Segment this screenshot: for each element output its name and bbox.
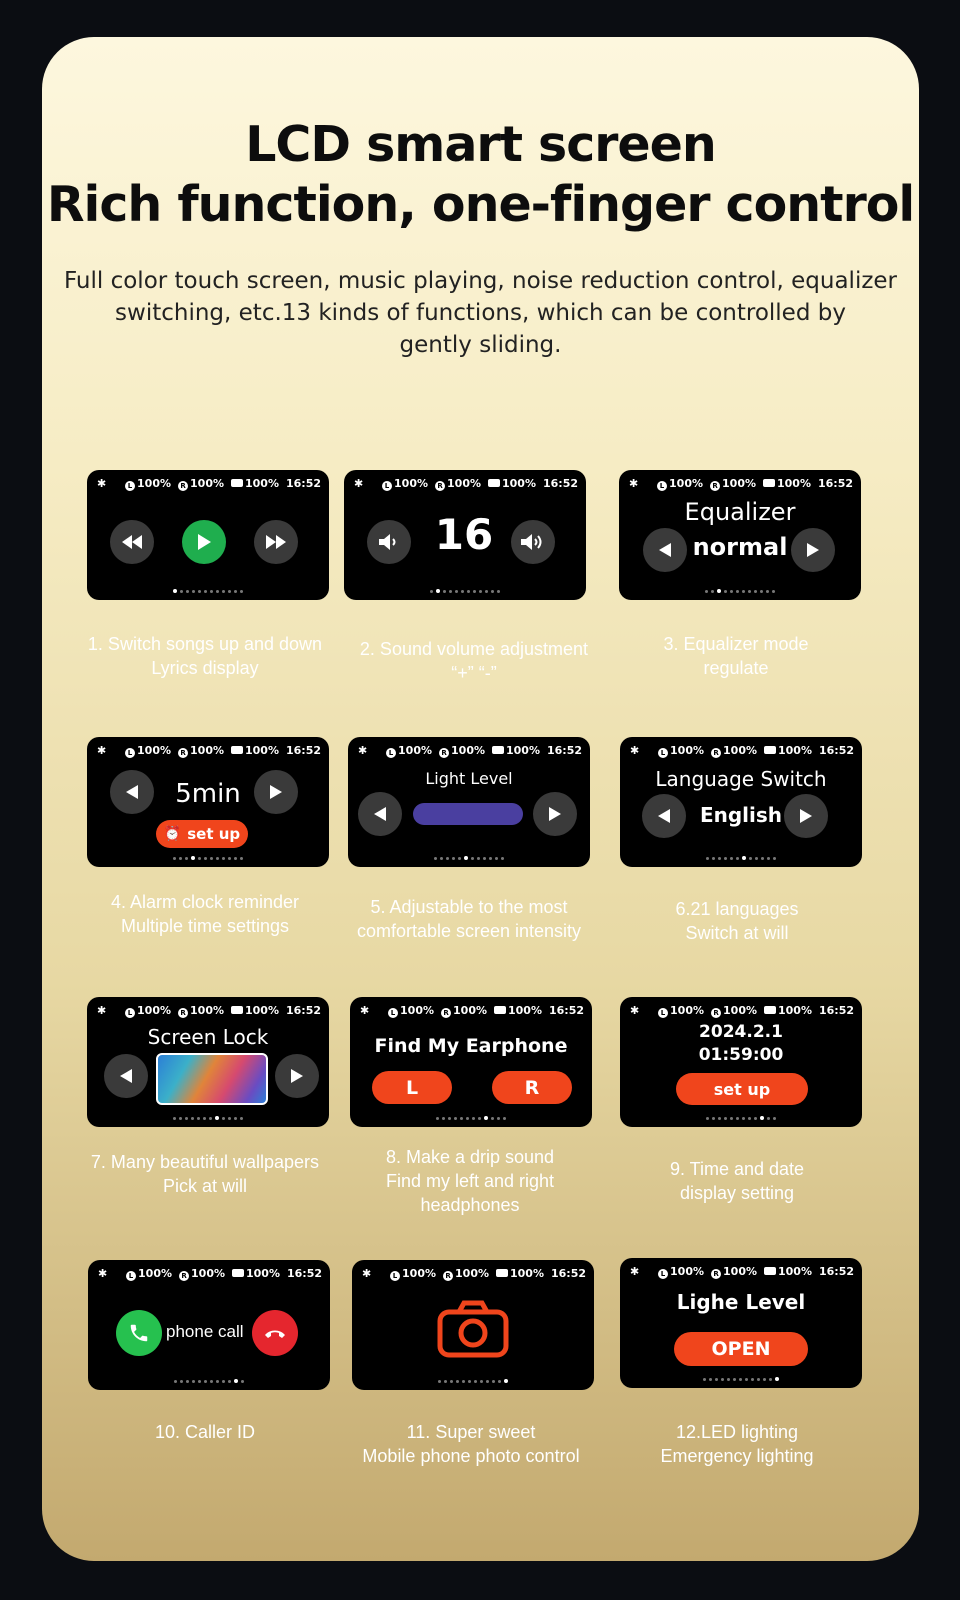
accept-call-button[interactable] — [116, 1310, 162, 1356]
volume-value: 16 — [434, 510, 494, 559]
light-level-fill — [413, 803, 523, 825]
screen-volume: ✱ L 100% R 100% 100% 16:52 16 — [344, 470, 586, 600]
screen-phone-call: ✱ L 100% R 100% 100% 16:52 phone call — [88, 1260, 330, 1390]
caption-3: 3. Equalizer mode regulate — [663, 634, 809, 678]
find-earphone-title: Find My Earphone — [374, 1035, 568, 1057]
page-dots — [87, 856, 329, 860]
arrow-left-icon — [120, 1069, 132, 1083]
screen-led-light: ✱ L 100% R 100% 100% 16:52 Lighe Level OPEN — [620, 1258, 862, 1388]
bluetooth-icon: ✱ — [97, 1004, 107, 1017]
bluetooth-icon: ✱ — [360, 1004, 370, 1017]
arrow-left-icon — [658, 809, 670, 823]
caption-12: 12.LED lighting Emergency lighting — [660, 1422, 814, 1466]
caption-11: 11. Super sweet Mobile phone photo control — [362, 1422, 580, 1466]
decline-call-button[interactable] — [252, 1310, 298, 1356]
find-left-button[interactable]: L — [372, 1071, 452, 1104]
volume-up-button[interactable] — [511, 520, 555, 564]
screen-music: ✱ L 100% R 100% 100% 16:52 — [87, 470, 329, 600]
bluetooth-icon: ✱ — [354, 477, 364, 490]
time-setup-button[interactable]: set up — [676, 1073, 808, 1105]
language-title: Language Switch — [655, 767, 827, 791]
time-value: 01:59:00 — [698, 1045, 784, 1065]
caption-7: 7. Many beautiful wallpapers Pick at will — [90, 1152, 320, 1196]
screen-light-level: ✱ L 100% R 100% 100% 16:52 Light Level — [348, 737, 590, 867]
equalizer-title: Equalizer — [684, 498, 796, 526]
next-language-button[interactable] — [784, 794, 828, 838]
title-line-2: Rich function, one-finger control — [46, 176, 915, 233]
increase-time-button[interactable] — [254, 770, 298, 814]
arrow-right-icon — [291, 1069, 303, 1083]
screen-lock-title: Screen Lock — [147, 1025, 269, 1049]
bluetooth-icon: ✱ — [358, 744, 368, 757]
speaker-high-icon — [521, 533, 545, 551]
caption-10: 10. Caller ID — [154, 1422, 256, 1442]
next-wallpaper-button[interactable] — [275, 1054, 319, 1098]
previous-wallpaper-button[interactable] — [104, 1054, 148, 1098]
bluetooth-icon: ✱ — [97, 744, 107, 757]
caption-8: 8. Make a drip sound Find my left and right headphones — [385, 1147, 555, 1215]
increase-light-button[interactable] — [533, 792, 577, 836]
arrow-left-icon — [374, 807, 386, 821]
page-dots — [348, 856, 590, 860]
page-dots — [344, 589, 586, 593]
caption-5: 5. Adjustable to the most comfortable screen intensity — [356, 897, 582, 941]
caption-9: 9. Time and date display setting — [669, 1159, 805, 1203]
play-button[interactable] — [182, 520, 226, 564]
play-icon — [197, 534, 211, 550]
screen-language: ✱ L 100% R 100% 100% 16:52 Language Switch English — [620, 737, 862, 867]
bluetooth-icon: ✱ — [98, 1267, 108, 1280]
speaker-low-icon — [379, 533, 399, 551]
date-value: 2024.2.1 — [699, 1022, 783, 1042]
screen-lock: ✱ L 100% R 100% 100% 16:52 Screen Lock — [87, 997, 329, 1127]
page-dots — [620, 856, 862, 860]
phone-decline-icon — [263, 1326, 287, 1340]
bluetooth-icon: ✱ — [630, 744, 640, 757]
phone-accept-icon — [128, 1322, 150, 1344]
subtitle — [62, 265, 899, 361]
screen-camera: ✱ L 100% R 100% 100% 16:52 — [352, 1260, 594, 1390]
decrease-light-button[interactable] — [358, 792, 402, 836]
subtitle-line-2: switching, etc.13 kinds of functions, which can be controlled by — [115, 300, 846, 326]
language-value: English — [699, 803, 783, 827]
page-dots — [620, 1116, 862, 1120]
page-dots — [352, 1379, 594, 1383]
caption-6: 6.21 languages Switch at will — [675, 899, 799, 943]
bluetooth-icon: ✱ — [630, 1004, 640, 1017]
subtitle-line-3: gently sliding. — [399, 332, 562, 358]
title-line-1: LCD smart screen — [245, 116, 716, 173]
arrow-right-icon — [807, 543, 819, 557]
screen-alarm: ✱ L 100% R 100% 100% 16:52 5min ⏰ set up — [87, 737, 329, 867]
next-mode-button[interactable] — [791, 528, 835, 572]
page-dots — [350, 1116, 592, 1120]
alarm-clock-icon: ⏰ — [163, 826, 182, 842]
caption-4: 4. Alarm clock reminder Multiple time settings — [110, 892, 300, 936]
wallpaper-preview[interactable] — [156, 1053, 268, 1105]
light-level-title: Light Level — [425, 769, 513, 788]
fast-forward-icon — [266, 535, 286, 549]
next-track-button[interactable] — [254, 520, 298, 564]
bluetooth-icon: ✱ — [630, 1265, 640, 1278]
page-dots — [619, 589, 861, 593]
camera-shutter-button[interactable] — [437, 1300, 509, 1363]
screen-equalizer: ✱ L 100% R 100% 100% 16:52 Equalizer normal — [619, 470, 861, 600]
arrow-right-icon — [800, 809, 812, 823]
bluetooth-icon: ✱ — [97, 477, 107, 490]
page-dots — [620, 1377, 862, 1381]
previous-track-button[interactable] — [110, 520, 154, 564]
arrow-left-icon — [659, 543, 671, 557]
led-level-title: Lighe Level — [676, 1290, 806, 1314]
page-dots — [87, 1116, 329, 1120]
alarm-setup-button[interactable]: ⏰ set up — [156, 820, 248, 848]
page-dots — [88, 1379, 330, 1383]
find-right-button[interactable]: R — [492, 1071, 572, 1104]
rewind-icon — [122, 535, 142, 549]
arrow-right-icon — [549, 807, 561, 821]
bluetooth-icon: ✱ — [629, 477, 639, 490]
camera-icon — [437, 1300, 509, 1358]
phone-call-label: phone call — [166, 1322, 244, 1341]
light-level-bar[interactable] — [413, 803, 523, 825]
page-dots — [87, 589, 329, 593]
led-open-button[interactable]: OPEN — [674, 1332, 808, 1366]
equalizer-mode: normal — [692, 533, 788, 561]
caption-1: 1. Switch songs up and down Lyrics display — [87, 634, 323, 678]
subtitle-line-1: Full color touch screen, music playing, noise reduction control, equalizer — [63, 268, 898, 294]
promo-card — [42, 37, 919, 1561]
alarm-duration: 5min — [175, 779, 241, 809]
arrow-right-icon — [270, 785, 282, 799]
screen-find-earphone: ✱ L 100% R 100% 100% 16:52 Find My Earphone L R — [350, 997, 592, 1127]
caption-2: 2. Sound volume adjustment “+” “-” — [359, 639, 589, 683]
bluetooth-icon: ✱ — [362, 1267, 372, 1280]
arrow-left-icon — [126, 785, 138, 799]
screen-time-date: ✱ L 100% R 100% 100% 16:52 2024.2.1 01:59:00 set up — [620, 997, 862, 1127]
